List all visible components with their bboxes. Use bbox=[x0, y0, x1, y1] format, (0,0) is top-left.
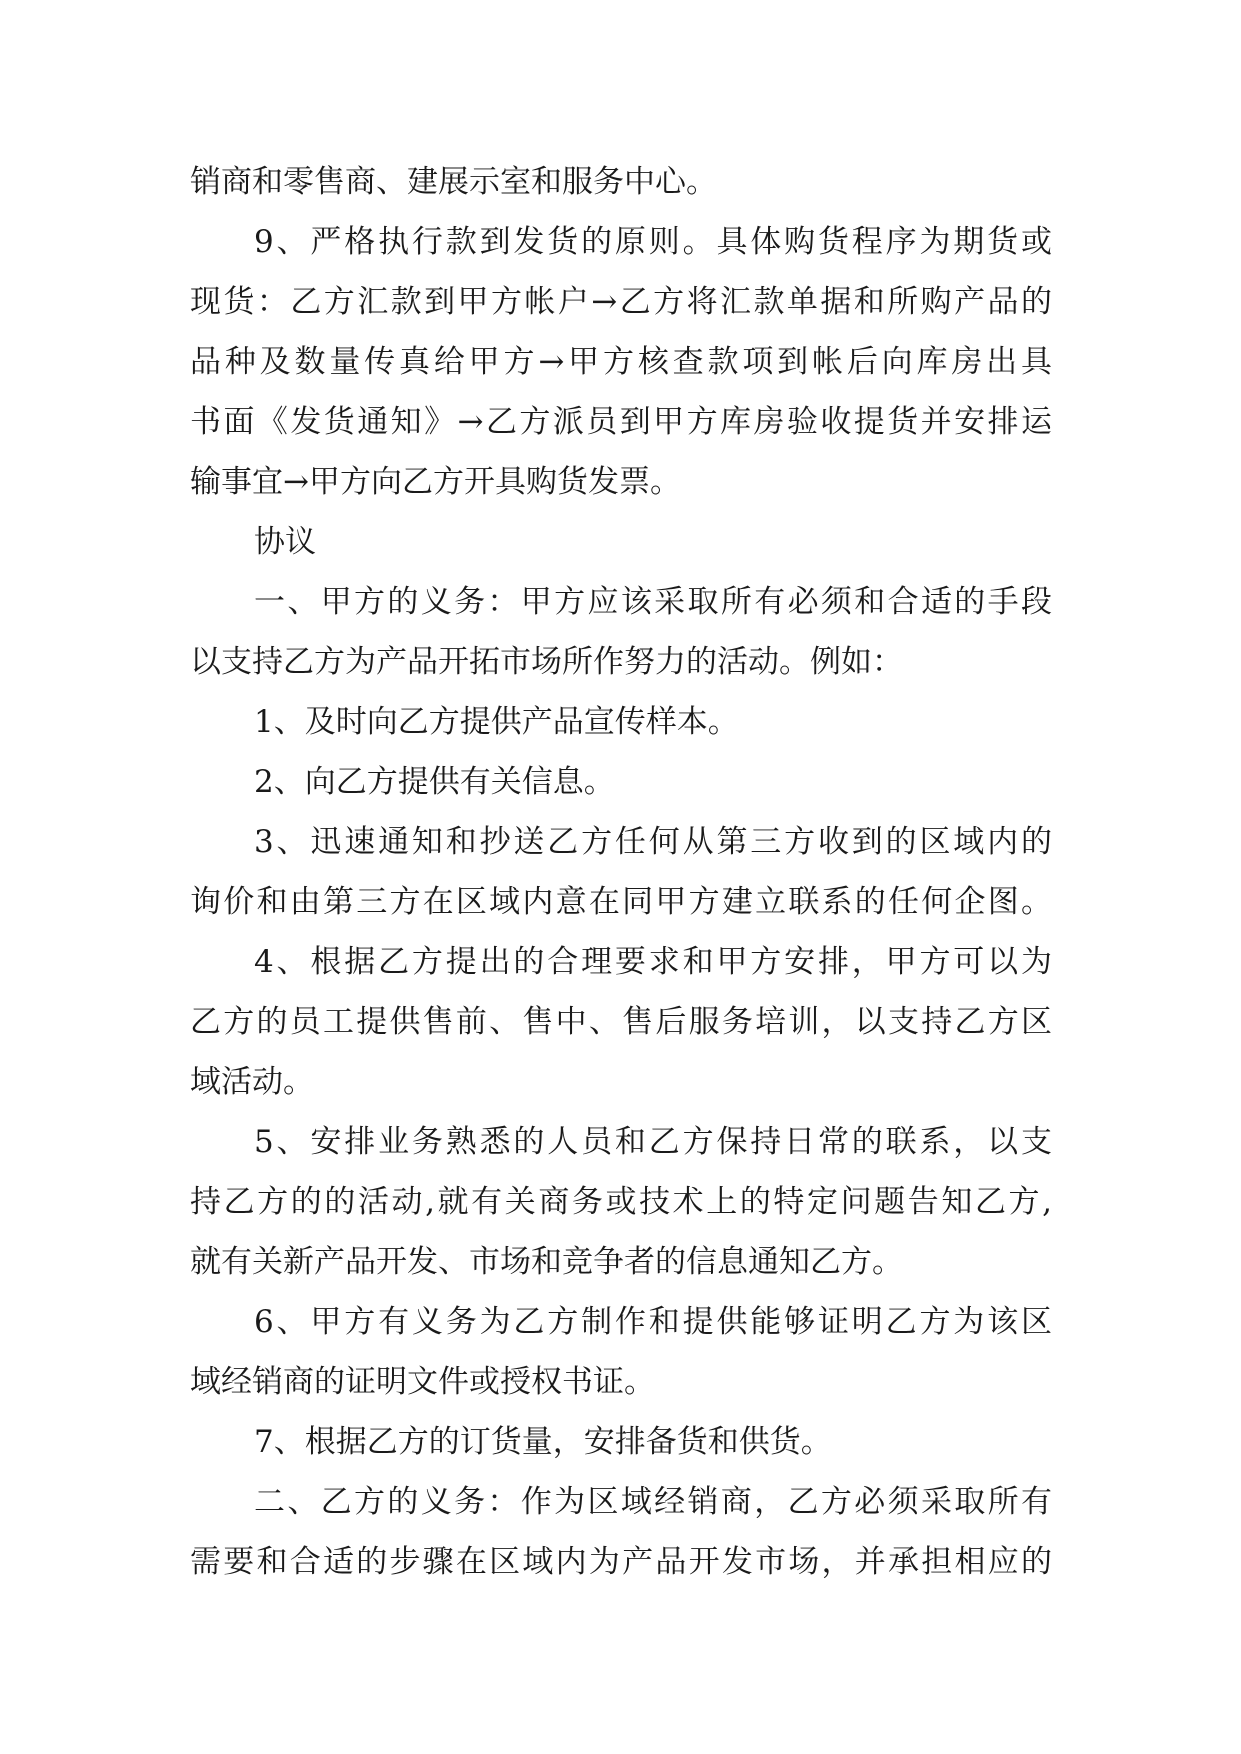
text-line: 现货：乙方汇款到甲方帐户→乙方将汇款单据和所购产品的 bbox=[190, 284, 1052, 320]
text-line: 以支持乙方为产品开拓市场所作努力的活动。例如： bbox=[190, 644, 903, 680]
text-line: 7、根据乙方的订货量，安排备货和供货。 bbox=[254, 1424, 832, 1460]
text-line: 1、及时向乙方提供产品宣传样本。 bbox=[254, 704, 739, 740]
text-line: 域经销商的证明文件或授权书证。 bbox=[190, 1364, 655, 1400]
text-line: 域活动。 bbox=[190, 1064, 314, 1100]
text-line: 输事宜→甲方向乙方开具购货发票。 bbox=[190, 464, 681, 500]
text-line: 持乙方的的活动,就有关商务或技术上的特定问题告知乙方, bbox=[190, 1184, 1052, 1220]
section-heading: 协议 bbox=[254, 524, 316, 560]
text-line: 一、甲方的义务：甲方应该采取所有必须和合适的手段 bbox=[254, 584, 1052, 620]
text-line: 需要和合适的步骤在区域内为产品开发市场，并承担相应的 bbox=[190, 1544, 1052, 1580]
document-body bbox=[190, 152, 1052, 1592]
text-line: 品种及数量传真给甲方→甲方核查款项到帐后向库房出具 bbox=[190, 344, 1052, 380]
text-line: 3、迅速通知和抄送乙方任何从第三方收到的区域内的 bbox=[254, 824, 1052, 860]
text-line: 销商和零售商、建展示室和服务中心。 bbox=[190, 164, 717, 200]
text-line: 书面《发货通知》→乙方派员到甲方库房验收提货并安排运 bbox=[190, 404, 1052, 440]
text-line: 4、根据乙方提出的合理要求和甲方安排，甲方可以为 bbox=[254, 944, 1052, 980]
text-line: 询价和由第三方在区域内意在同甲方建立联系的任何企图。 bbox=[190, 884, 1052, 920]
text-line: 就有关新产品开发、市场和竞争者的信息通知乙方。 bbox=[190, 1244, 903, 1280]
text-line: 9、严格执行款到发货的原则。具体购货程序为期货或 bbox=[254, 224, 1052, 260]
text-line: 6、甲方有义务为乙方制作和提供能够证明乙方为该区 bbox=[254, 1304, 1052, 1340]
text-line: 二、乙方的义务：作为区域经销商，乙方必须采取所有 bbox=[254, 1484, 1052, 1520]
text-line: 2、向乙方提供有关信息。 bbox=[254, 764, 615, 800]
text-line: 5、安排业务熟悉的人员和乙方保持日常的联系，以支 bbox=[254, 1124, 1052, 1160]
text-line: 乙方的员工提供售前、售中、售后服务培训，以支持乙方区 bbox=[190, 1004, 1052, 1040]
